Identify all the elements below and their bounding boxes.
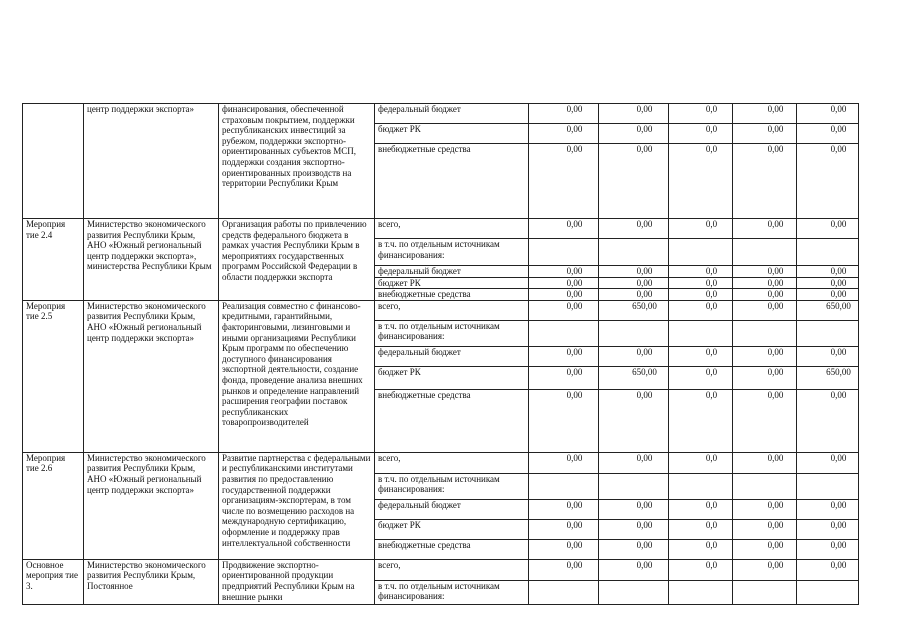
value-cell: 0,0 (705, 289, 718, 300)
value-cell: 0,00 (767, 124, 784, 134)
value-cell: 0,00 (566, 300, 583, 311)
table-row (23, 559, 859, 580)
funding-source-cell: внебюджетные средства (375, 389, 529, 452)
value-cell: 0,00 (767, 519, 784, 530)
value-cell: 0,00 (566, 366, 583, 377)
value-cell: 0,00 (636, 452, 653, 463)
value-cell: 0,00 (767, 389, 784, 400)
funding-source-cell: всего, (375, 300, 529, 320)
table-row (23, 300, 859, 320)
funding-source-cell: федеральный бюджет (375, 346, 529, 366)
value-cell: 650,00 (826, 300, 851, 311)
funding-source-cell: всего, (375, 452, 529, 473)
value-cell: 0,00 (767, 366, 784, 377)
value-cell: 0,00 (566, 539, 583, 550)
value-cell: 0,00 (636, 519, 653, 530)
value-cell: 0,00 (830, 499, 847, 510)
table-row (23, 219, 859, 239)
value-cell: 0,00 (767, 266, 784, 276)
value-cell: 0,00 (566, 559, 583, 570)
value-cell: 0,0 (705, 346, 718, 357)
executor-cell: Министерство экономического развития Республики Крым, АНО «Южный региональный центр поддержки экспорта», министерства Республики Крым (84, 219, 219, 301)
value-cell: 0,00 (566, 104, 583, 114)
value-cell: 0,00 (830, 559, 847, 570)
description-cell: финансирования, обеспеченной страховым покрытием, поддержки республиканских инвестиций за рубежом, поддержки экспортно-ориентированных субъектов МСП, поддержки создания экспортно-ориентированных производств на территории Республики Крым (219, 104, 375, 219)
value-cell: 0,00 (767, 219, 784, 229)
funding-source-cell: бюджет РК (375, 519, 529, 539)
funding-source-cell: федеральный бюджет (375, 499, 529, 519)
description-cell: Организация работы по привлечению средств федерального бюджета в рамках участия Республики Крым в мероприятиях государственных программ Российской Федерации в области поддержки экспорта (219, 219, 375, 301)
value-cell: 0,0 (705, 539, 718, 550)
value-cell: 0,00 (830, 144, 847, 154)
value-cell: 0,00 (830, 539, 847, 550)
funding-source-cell: бюджет РК (375, 277, 529, 289)
value-cell: 0,0 (705, 266, 718, 276)
table-row (23, 452, 859, 473)
funding-source-cell: федеральный бюджет (375, 104, 529, 124)
funding-source-cell: внебюджетные средства (375, 289, 529, 301)
value-cell: 0,00 (566, 266, 583, 276)
value-cell: 0,00 (566, 519, 583, 530)
value-cell: 0,0 (705, 452, 718, 463)
funding-source-cell: внебюджетные средства (375, 539, 529, 559)
value-cell: 0,00 (830, 124, 847, 134)
measure-code-cell: Мероприя тие 2.6 (23, 452, 84, 559)
value-cell: 0,00 (767, 289, 784, 300)
value-cell: 0,00 (767, 277, 784, 288)
value-cell: 0,00 (767, 300, 784, 311)
value-cell: 0,00 (636, 104, 653, 114)
description-cell: Развитие партнерства с федеральными и республиканскими институтами развития по предоставлению государственной поддержки организациям-экспортерам, в том числе по возмещению расходов на международную сертификацию, оформление и поддержку прав интеллектуальной собственности (219, 452, 375, 559)
value-cell: 0,00 (767, 499, 784, 510)
value-cell: 0,00 (636, 346, 653, 357)
value-cell: 0,00 (566, 452, 583, 463)
value-cell: 0,00 (636, 144, 653, 154)
value-cell: 0,00 (636, 219, 653, 229)
funding-source-cell: в т.ч. по отдельным источникам финансирования: (375, 320, 529, 346)
value-cell: 0,0 (705, 124, 718, 134)
value-cell: 0,00 (636, 559, 653, 570)
value-cell: 0,00 (566, 277, 583, 288)
value-cell: 0,00 (636, 266, 653, 276)
value-cell: 0,00 (767, 104, 784, 114)
value-cell: 0,00 (830, 452, 847, 463)
value-cell: 0,00 (830, 519, 847, 530)
value-cell: 0,00 (566, 499, 583, 510)
value-cell: 0,00 (566, 346, 583, 357)
value-cell: 0,00 (636, 499, 653, 510)
value-cell: 0,00 (767, 346, 784, 357)
value-cell: 0,0 (705, 389, 718, 400)
funding-source-cell: всего, (375, 219, 529, 239)
value-cell: 0,00 (830, 289, 847, 300)
value-cell: 0,0 (705, 499, 718, 510)
funding-source-cell: бюджет РК (375, 124, 529, 144)
measure-code-cell: Основное мероприя тие 3. (23, 559, 84, 604)
description-cell: Продвижение экспортно-ориентированной продукции предприятий Республики Крым на внешние рынки (219, 559, 375, 604)
executor-cell: центр поддержки экспорта» (84, 104, 219, 219)
value-cell: 0,00 (636, 124, 653, 134)
value-cell: 0,00 (636, 389, 653, 400)
funding-source-cell: бюджет РК (375, 366, 529, 389)
value-cell: 0,00 (767, 539, 784, 550)
funding-source-cell: в т.ч. по отдельным источникам финансирования: (375, 580, 529, 604)
funding-source-cell: в т.ч. по отдельным источникам финансирования: (375, 239, 529, 266)
value-cell: 0,00 (636, 289, 653, 300)
value-cell: 0,00 (566, 219, 583, 229)
executor-cell: Министерство экономического развития Республики Крым, Постоянное (84, 559, 219, 604)
value-cell: 0,00 (636, 539, 653, 550)
value-cell: 0,00 (830, 219, 847, 229)
funding-source-cell: федеральный бюджет (375, 266, 529, 278)
value-cell: 0,0 (705, 519, 718, 530)
value-cell: 0,00 (830, 104, 847, 114)
value-cell: 0,0 (705, 366, 718, 377)
value-cell: 0,00 (830, 277, 847, 288)
value-cell: 0,00 (566, 289, 583, 300)
measure-code-cell (23, 104, 84, 219)
executor-cell: Министерство экономического развития Республики Крым, АНО «Южный региональный центр поддержки экспорта» (84, 452, 219, 559)
value-cell: 0,00 (566, 389, 583, 400)
value-cell: 0,00 (767, 559, 784, 570)
budget-table (22, 103, 859, 605)
value-cell: 0,00 (767, 144, 784, 154)
value-cell: 0,00 (767, 452, 784, 463)
value-cell: 0,0 (705, 144, 718, 154)
funding-source-cell: в т.ч. по отдельным источникам финансирования: (375, 473, 529, 499)
description-cell: Реализация совместно с финансово-кредитными, гарантийными, факторинговыми, лизинговыми и иными организациями Республики Крым программ по обеспечению доступного финансирования экспортной деятельности, создание фонда, проведение анализа внешних рынков и определение направлений расширения географии поставок республиканских товаропроизводителей (219, 300, 375, 452)
funding-source-cell: всего, (375, 559, 529, 580)
value-cell: 0,00 (830, 346, 847, 357)
value-cell: 0,00 (830, 389, 847, 400)
measure-code-cell: Мероприя тие 2.4 (23, 219, 84, 301)
measure-code-cell: Мероприя тие 2.5 (23, 300, 84, 452)
value-cell: 0,0 (705, 300, 718, 311)
value-cell: 0,0 (705, 219, 718, 229)
value-cell: 650,00 (826, 366, 851, 377)
value-cell: 0,00 (566, 124, 583, 134)
value-cell: 650,00 (632, 366, 657, 377)
value-cell: 650,00 (632, 300, 657, 311)
value-cell: 0,0 (705, 559, 718, 570)
value-cell: 0,0 (705, 104, 718, 114)
funding-source-cell: внебюджетные средства (375, 144, 529, 219)
value-cell: 0,0 (705, 277, 718, 288)
value-cell: 0,00 (566, 144, 583, 154)
table-row (23, 104, 859, 124)
executor-cell: Министерство экономического развития Республики Крым, АНО «Южный региональный центр поддержки экспорта» (84, 300, 219, 452)
value-cell: 0,00 (636, 277, 653, 288)
value-cell: 0,00 (830, 266, 847, 276)
